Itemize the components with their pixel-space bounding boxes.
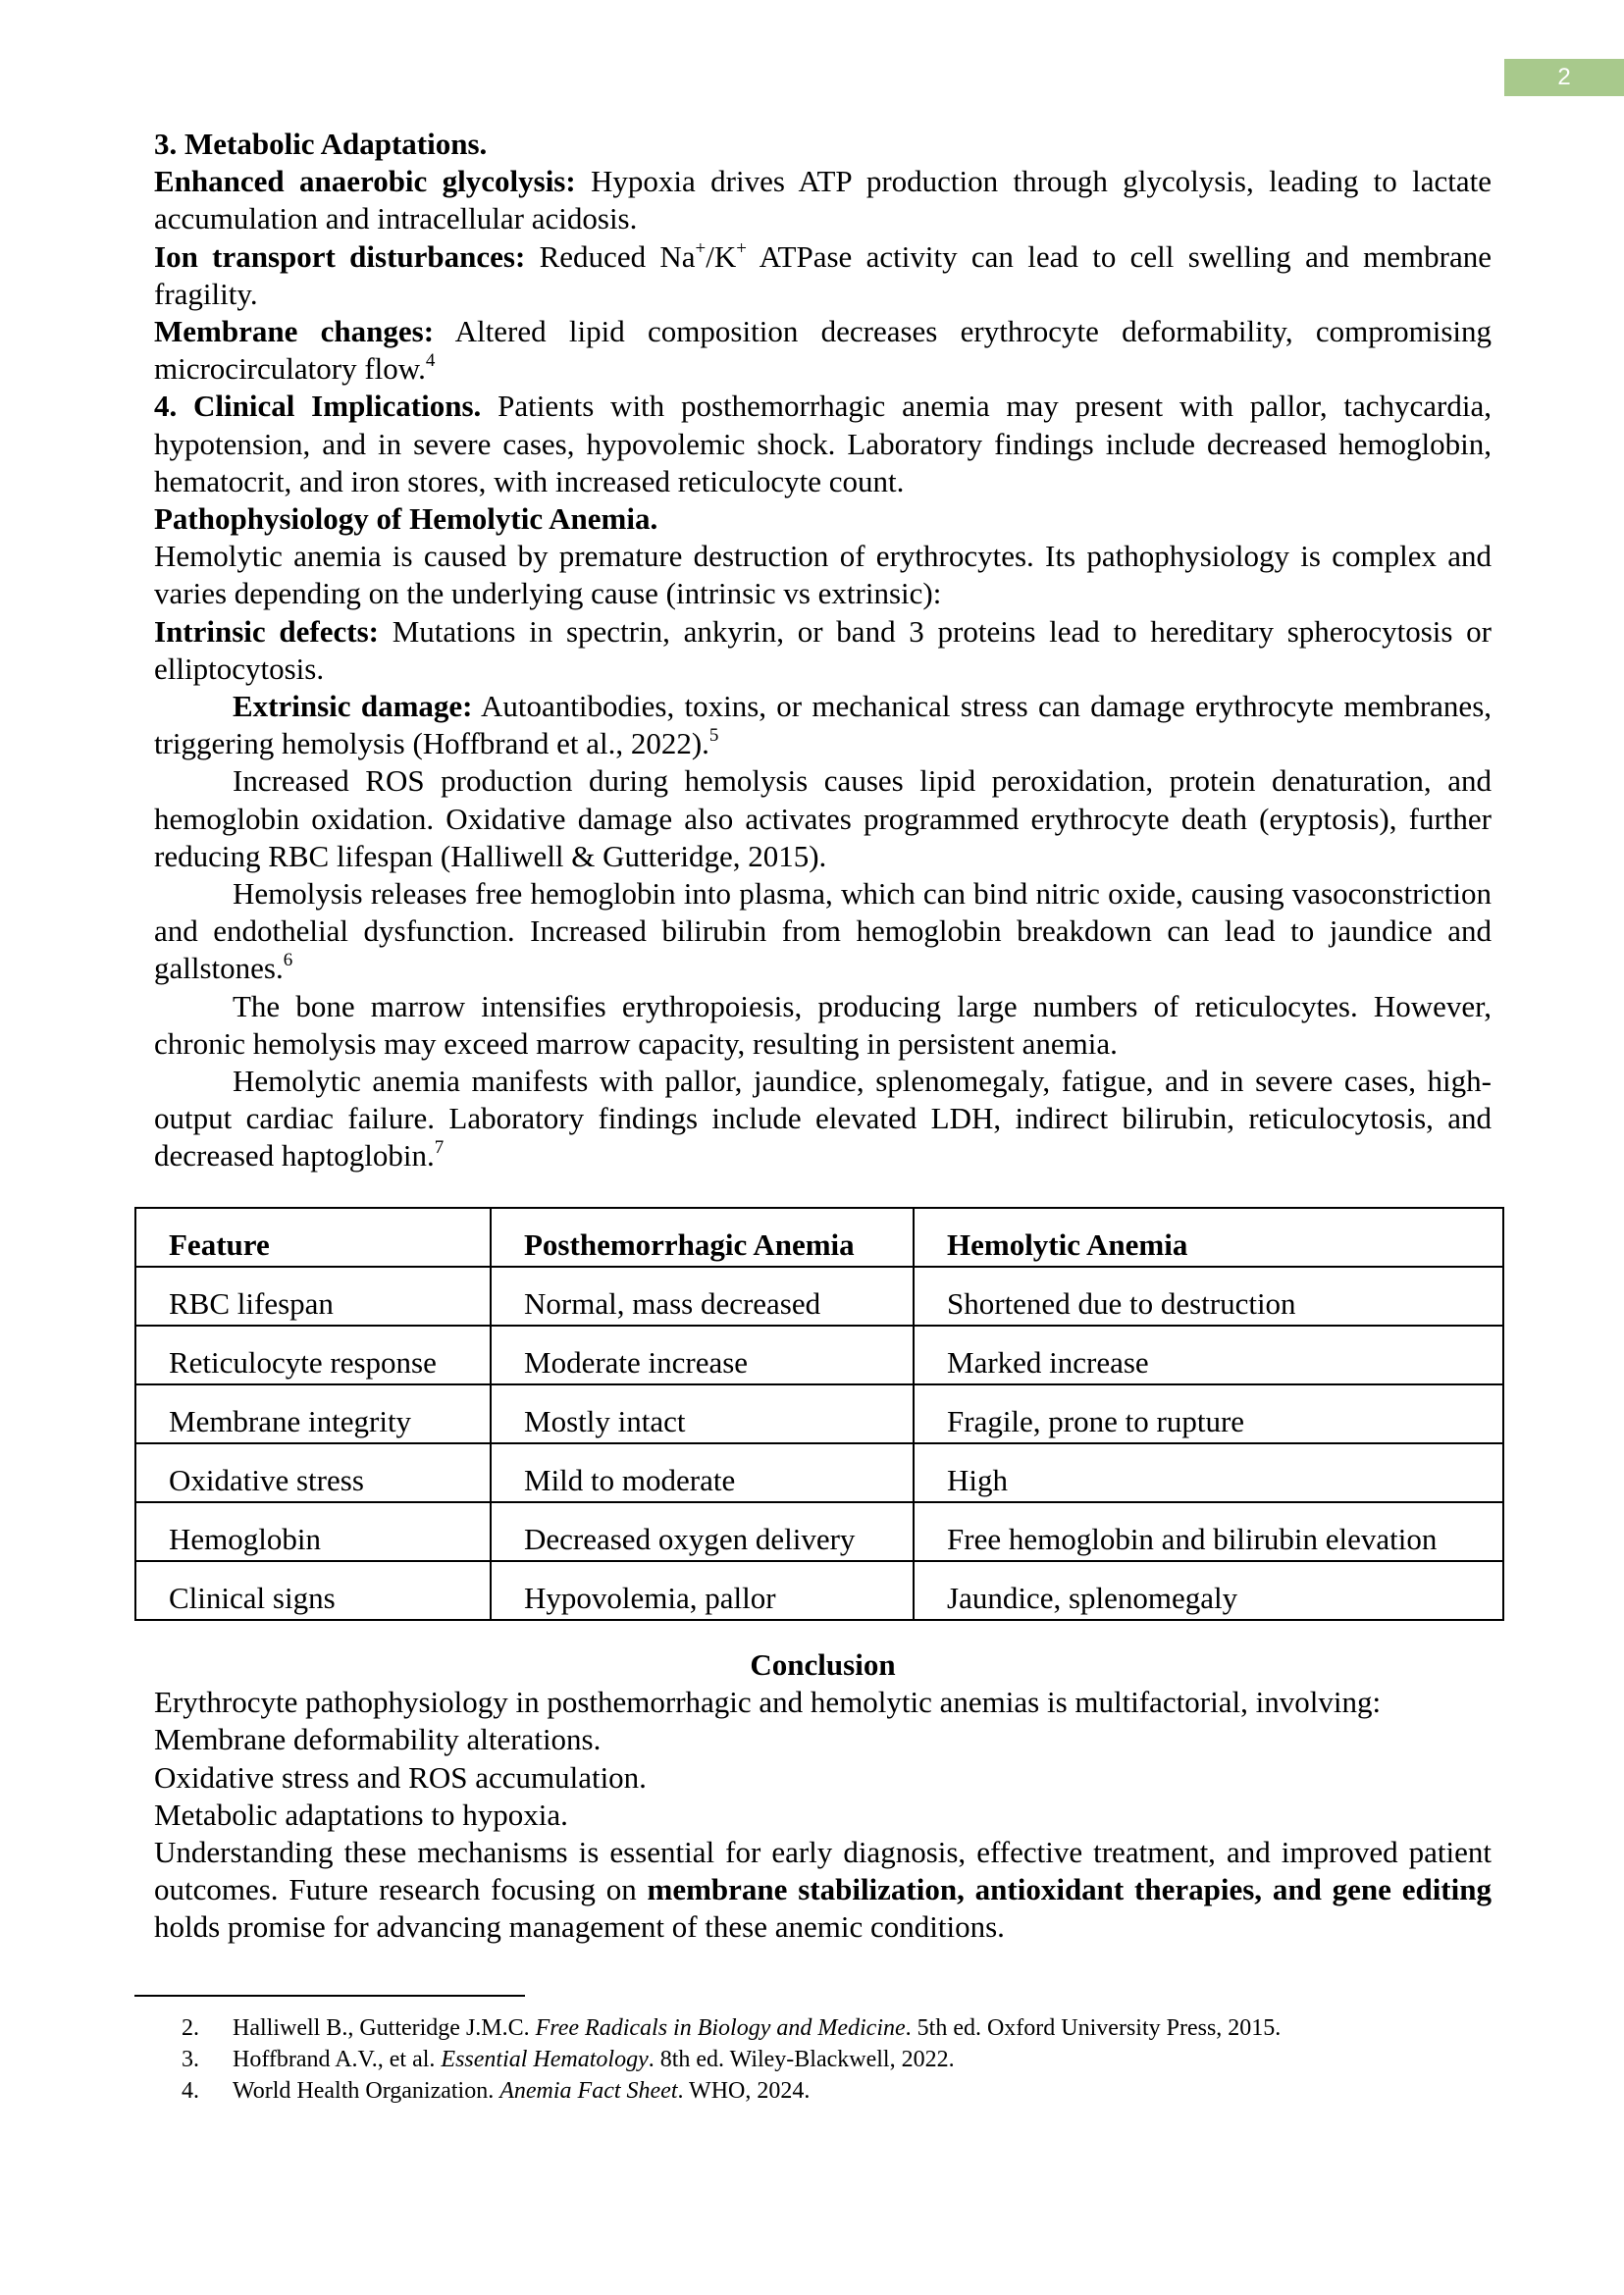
footnote-ref: 7 <box>434 1137 445 1159</box>
table-cell: Clinical signs <box>135 1561 491 1620</box>
footnote-item: 2. Halliwell B., Gutteridge J.M.C. Free Radicals in Biology and Medicine. 5th ed. Oxford University Press, 2015. <box>182 2015 1282 2041</box>
table-cell: Free hemoglobin and bilirubin elevation <box>914 1502 1503 1561</box>
conclusion-title: Conclusion <box>750 1647 896 1682</box>
term-label: Enhanced anaerobic glycolysis: <box>154 164 576 199</box>
table-row <box>135 1326 1503 1384</box>
table-cell: Moderate increase <box>491 1326 914 1384</box>
footnote-separator <box>134 1995 525 1997</box>
term-label: Extrinsic damage: <box>233 689 473 724</box>
term-label: Membrane changes: <box>154 314 435 349</box>
table-header-cell: Feature <box>135 1208 491 1267</box>
footnote-ref: 4 <box>425 350 436 372</box>
table-cell: RBC lifespan <box>135 1267 491 1326</box>
table-row <box>135 1384 1503 1443</box>
table-cell: Fragile, prone to rupture <box>914 1384 1503 1443</box>
section-heading: Pathophysiology of Hemolytic Anemia. <box>154 501 658 537</box>
term-label: Intrinsic defects: <box>154 613 379 649</box>
table-cell: Decreased oxygen delivery <box>491 1502 914 1561</box>
list-item: Membrane deformability alterations. <box>154 1722 602 1757</box>
table-header-cell: Hemolytic Anemia <box>914 1208 1503 1267</box>
paragraph: Understanding these mechanisms is essential for early diagnosis, effective treatment, and improved patient outcomes. Future research focusing on membrane stabilization, antioxidant therapies, and gene editing holds promise for advancing management of these anemic conditions. <box>154 1835 1492 1945</box>
table-cell: Oxidative stress <box>135 1443 491 1502</box>
table-cell: Marked increase <box>914 1326 1503 1384</box>
paragraph: Hemolytic anemia is caused by premature destruction of erythrocytes. Its pathophysiology is complex and varies depending on the underlying cause (intrinsic vs extrinsic): <box>154 539 1492 611</box>
paragraph: Intrinsic defects: Mutations in spectrin, ankyrin, or band 3 proteins lead to hereditary spherocytosis or elliptocytosis. <box>154 613 1492 686</box>
table-row <box>135 1267 1503 1326</box>
table-header-row <box>135 1208 1503 1267</box>
table-cell: Hypovolemia, pallor <box>491 1561 914 1620</box>
table-row <box>135 1561 1503 1620</box>
paragraph: Hemolysis releases free hemoglobin into plasma, which can bind nitric oxide, causing vasoconstriction and endothelial dysfunction. Increased bilirubin from hemoglobin breakdown can lead to jaundice and gallstones.$^6$ <box>154 876 1492 986</box>
paragraph: Erythrocyte pathophysiology in posthemorrhagic and hemolytic anemias is multifactorial, involving: <box>154 1685 1382 1720</box>
conclusion-section <box>154 1646 1492 1947</box>
page-number: 2 <box>1504 59 1624 96</box>
table-cell: Normal, mass decreased <box>491 1267 914 1326</box>
term-label: Ion transport disturbances: <box>154 238 526 274</box>
paragraph: 4. Clinical Implications. Patients with posthemorrhagic anemia may present with pallor, tachycardia, hypotension, and in severe cases, hypovolemic shock. Laboratory findings include decreased hemoglobin, hematocrit, and iron stores, with increased reticulocyte count. <box>154 389 1492 498</box>
paragraph: Enhanced anaerobic glycolysis: Hypoxia drives ATP production through glycolysis, leading to lactate accumulation and intracellular acidosis. <box>154 164 1492 236</box>
table-cell: Shortened due to destruction <box>914 1267 1503 1326</box>
table-cell: Jaundice, splenomegaly <box>914 1561 1503 1620</box>
table-row <box>135 1502 1503 1561</box>
table-cell: High <box>914 1443 1503 1502</box>
section-heading: 3. Metabolic Adaptations. <box>154 127 488 161</box>
table-cell: Membrane integrity <box>135 1384 491 1443</box>
paragraph: Increased ROS production during hemolysis causes lipid peroxidation, protein denaturation, and hemoglobin oxidation. Oxidative damage also activates programmed erythrocyte death (eryptosis), further reducing RBC lifespan (Halliwell & Gutteridge, 2015). <box>154 763 1492 873</box>
paragraph: The bone marrow intensifies erythropoiesis, producing large numbers of reticulocytes. However, chronic hemolysis may exceed marrow capacity, resulting in persistent anemia. <box>154 988 1492 1061</box>
paragraph: Hemolytic anemia manifests with pallor, jaundice, splenomegaly, fatigue, and in severe cases, high-output cardiac failure. Laboratory findings include elevated LDH, indirect bilirubin, reticulocytosis, and decreased haptoglobin.$^7$ <box>154 1064 1492 1174</box>
comparison-table <box>134 1207 1504 1621</box>
table-cell: Reticulocyte response <box>135 1326 491 1384</box>
footnotes <box>182 2012 1506 2107</box>
section-heading: 4. Clinical Implications. <box>154 389 482 424</box>
table-row <box>135 1443 1503 1502</box>
table-header-cell: Posthemorrhagic Anemia <box>491 1208 914 1267</box>
footnote-ref: 6 <box>283 950 293 971</box>
table-cell: Mild to moderate <box>491 1443 914 1502</box>
paragraph: Ion transport disturbances: Reduced Na+/K+ ATPase activity can lead to cell swelling and membrane fragility. <box>154 237 1492 311</box>
list-item: Oxidative stress and ROS accumulation. <box>154 1759 647 1795</box>
footnote-item: 3. Hoffbrand A.V., et al. Essential Hematology. 8th ed. Wiley-Blackwell, 2022. <box>182 2047 955 2072</box>
table-cell: Mostly intact <box>491 1384 914 1443</box>
paragraph: Membrane changes: Altered lipid composition decreases erythrocyte deformability, compromising microcirculatory flow.$^4$ <box>154 314 1492 387</box>
table-cell: Hemoglobin <box>135 1502 491 1561</box>
footnote-ref: 5 <box>708 725 719 747</box>
footnote-item: 4. World Health Organization. Anemia Fact Sheet. WHO, 2024. <box>182 2078 811 2104</box>
body-text <box>154 126 1492 1175</box>
list-item: Metabolic adaptations to hypoxia. <box>154 1797 568 1832</box>
paragraph: Extrinsic damage: Autoantibodies, toxins, or mechanical stress can damage erythrocyte membranes, triggering hemolysis (Hoffbrand et al., 2022).$^5$ <box>154 689 1493 761</box>
